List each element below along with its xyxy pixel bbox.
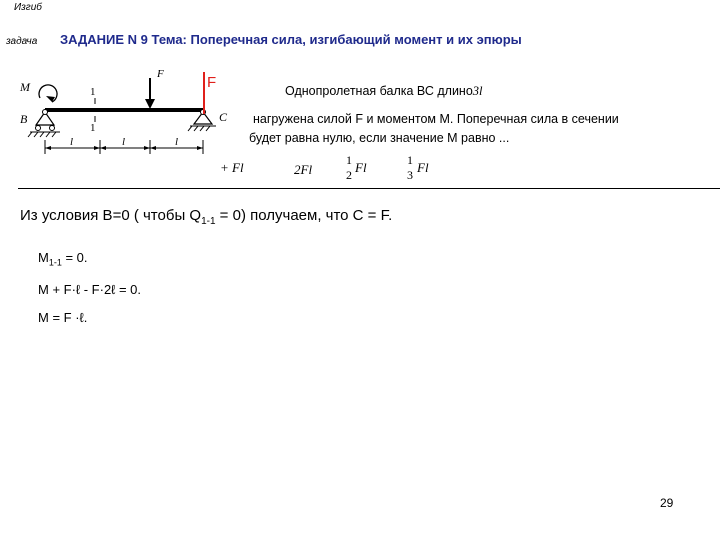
solution-line-2: $M_{1-1} = 0$.: [38, 250, 88, 268]
solution-line-4: M = F ·ℓ.: [38, 310, 88, 325]
label-f: F: [157, 68, 164, 80]
moment-arc: [39, 85, 57, 102]
task-title: ЗАДАНИЕ N 9 Тема: Поперечная сила, изгибающий момент и их эпюры: [60, 32, 522, 47]
divider: [18, 188, 720, 189]
problem-line-3: будет равна нулю, если значение M равно ...: [249, 131, 510, 145]
span-label-2: l: [122, 136, 126, 148]
section-mark-top: 1: [90, 86, 96, 98]
support-b: [28, 110, 60, 138]
answer-option-3[interactable]: 1 2: [346, 153, 352, 182]
support-c: [188, 110, 216, 132]
page-number: 29: [660, 496, 674, 510]
section-mark-bottom: 1: [90, 122, 96, 134]
span-label-1: l: [70, 136, 74, 148]
answer-option-4-var: Fl: [417, 160, 429, 175]
answer-option-2[interactable]: 2Fl: [294, 162, 313, 177]
red-force-label: F: [207, 74, 217, 91]
topic-label: Изгиб: [14, 2, 42, 13]
label-b: B: [20, 112, 28, 126]
problem-line-2: нагружена силой F и моментом M. Поперечная сила в сечении: [253, 112, 619, 126]
red-force-line: [203, 72, 205, 114]
span-label-3: l: [175, 136, 179, 148]
task-label: задача: [6, 36, 38, 47]
answer-option-4[interactable]: 1 3: [407, 153, 413, 182]
label-m: M: [20, 80, 30, 94]
answer-option-1[interactable]: + Fl: [220, 160, 244, 175]
solution-line-3: M + F·ℓ - F·2ℓ = 0.: [38, 282, 142, 297]
answer-option-3-var: Fl: [355, 160, 367, 175]
solution-line-1: Из условия В=0 ( чтобы $Q_{1-1} = 0$) получаем, что С = F.: [20, 207, 393, 227]
label-c: C: [219, 110, 228, 124]
problem-line-1: Однопролетная балка ВС длино3l: [285, 84, 483, 98]
